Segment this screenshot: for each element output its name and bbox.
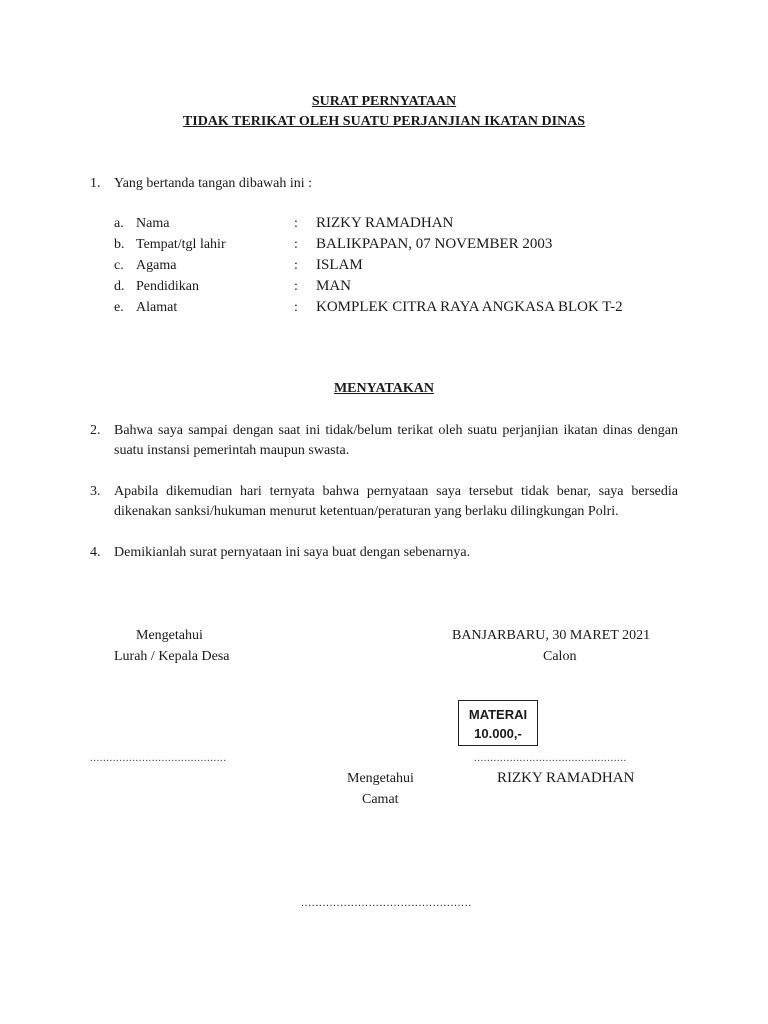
field-letter: e. <box>114 300 124 315</box>
field-colon: : <box>294 216 298 231</box>
field-value-address: KOMPLEK CITRA RAYA ANGKASA BLOK T-2 <box>316 299 623 315</box>
field-label-address: Alamat <box>136 300 178 315</box>
left-signature-line: .......................................... <box>90 752 227 764</box>
field-letter: a. <box>114 216 124 231</box>
stamp-amount: 10.000,- <box>474 726 522 741</box>
item-2-text: Bahwa saya sampai dengan saat ini tidak/belum terikat oleh suatu perjanjian ikatan dinas dengan suatu instansi pemerintah maupun swasta. <box>114 423 678 458</box>
center-acknowledge-label: Mengetahui <box>347 771 414 786</box>
item-2-number: 2. <box>90 423 101 438</box>
field-value-name: RIZKY RAMADHAN <box>316 215 454 231</box>
field-label-birth: Tempat/tgl lahir <box>136 237 226 252</box>
document-subtitle: TIDAK TERIKAT OLEH SUATU PERJANJIAN IKATAN DINAS <box>182 114 586 129</box>
stamp-label: MATERAI <box>468 707 528 722</box>
field-colon: : <box>294 300 298 315</box>
item-3-number: 3. <box>90 484 101 499</box>
bottom-signature-line: ................................................ <box>301 897 472 909</box>
center-signatory-role: Camat <box>362 792 399 807</box>
left-signatory-role: Lurah / Kepala Desa <box>114 649 230 664</box>
item-4-text: Demikianlah surat pernyataan ini saya buat dengan sebenarnya. <box>114 545 471 560</box>
item-3-text: Apabila dikemudian hari ternyata bahwa pernyataan saya tersebut tidak benar, saya bersedia dikenakan sanksi/hukuman menurut ketentuan/peraturan yang berlaku dilingkungan Polri. <box>114 484 678 519</box>
field-letter: b. <box>114 237 125 252</box>
declaration-heading: MENYATAKAN <box>333 381 435 396</box>
signer-name: RIZKY RAMADHAN <box>497 770 635 786</box>
field-colon: : <box>294 237 298 252</box>
item-1-number: 1. <box>90 176 101 191</box>
field-letter: c. <box>114 258 124 273</box>
field-colon: : <box>294 258 298 273</box>
field-label-name: Nama <box>136 216 170 231</box>
field-letter: d. <box>114 279 125 294</box>
place-date: BANJARBARU, 30 MARET 2021 <box>452 628 651 643</box>
item-1-text: Yang bertanda tangan dibawah ini : <box>114 176 313 191</box>
field-value-religion: ISLAM <box>316 257 363 273</box>
field-colon: : <box>294 279 298 294</box>
left-acknowledge-label: Mengetahui <box>136 628 203 643</box>
field-value-education: MAN <box>316 278 352 294</box>
field-value-birth: BALIKPAPAN, 07 NOVEMBER 2003 <box>316 236 553 252</box>
right-signatory-role: Calon <box>543 649 577 664</box>
item-4-number: 4. <box>90 545 101 560</box>
field-label-education: Pendidikan <box>136 279 199 294</box>
right-signature-line: ............................................... <box>474 752 627 764</box>
document-title: SURAT PERNYATAAN <box>311 94 457 109</box>
stamp-duty-box <box>458 700 538 746</box>
field-label-religion: Agama <box>136 258 177 273</box>
